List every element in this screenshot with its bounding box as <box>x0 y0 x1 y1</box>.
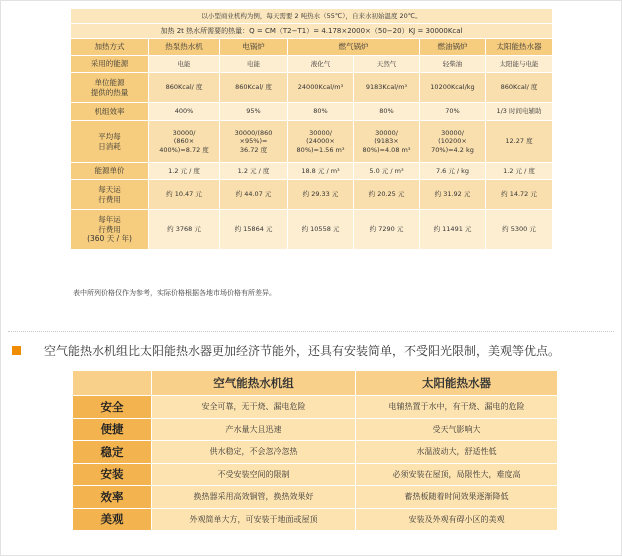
row-label: 平均每 日消耗 <box>71 121 149 163</box>
table-cell: 约 29.33 元 <box>288 180 354 210</box>
empty-corner <box>73 371 152 396</box>
table-cell: 30000/ (860× 400%)=8.72 度 <box>149 121 220 163</box>
table-cell: 95% <box>220 103 288 121</box>
table-cell: 约 11491 元 <box>420 210 486 250</box>
table-row <box>71 210 553 250</box>
method-header: 燃气锅炉 <box>288 39 420 56</box>
table-cell: 约 7290 元 <box>354 210 420 250</box>
table-cell: 约 31.92 元 <box>420 180 486 210</box>
price-note: 表中所列价格仅作为参考，实际价格根据各地市场价格有所差异。 <box>73 289 276 297</box>
table-cell: 860Kcal/ 度 <box>220 73 288 103</box>
table-row <box>73 486 558 509</box>
table-cell: 1.2 元 / 度 <box>220 163 288 180</box>
table-cell: 约 14.72 元 <box>486 180 553 210</box>
column-header: 空气能热水机组 <box>152 371 356 396</box>
table-cell: 12.27 度 <box>486 121 553 163</box>
table-cell: 约 5300 元 <box>486 210 553 250</box>
table-row <box>71 180 553 210</box>
air-source-cell: 供水稳定，不会忽冷忽热 <box>152 441 356 464</box>
solar-cell: 必须安装在屋顶，局限性大，难度高 <box>356 463 558 486</box>
table-cell: 约 15864 元 <box>220 210 288 250</box>
method-header: 电锅炉 <box>220 39 288 56</box>
table-cell: 30000/(860 ×95%)= 36.72 度 <box>220 121 288 163</box>
advantage-table <box>72 370 558 531</box>
table-row <box>71 121 553 163</box>
table-cell: 860Kcal/ 度 <box>486 73 553 103</box>
table-cell: 9183Kcal/m³ <box>354 73 420 103</box>
table-cell: 约 10558 元 <box>288 210 354 250</box>
method-header: 热泵热水机 <box>149 39 220 56</box>
table-row <box>73 463 558 486</box>
table-row <box>73 418 558 441</box>
table-cell: 30000/ (9183× 80%)=4.08 m³ <box>354 121 420 163</box>
row-label: 便捷 <box>73 418 152 441</box>
method-header: 太阳能热水器 <box>486 39 553 56</box>
table-cell: 860Kcal/ 度 <box>149 73 220 103</box>
table-cell: 约 3768 元 <box>149 210 220 250</box>
column-header: 太阳能热水器 <box>356 371 558 396</box>
table-cell: 天然气 <box>354 56 420 73</box>
air-source-cell: 不受安装空间的限制 <box>152 463 356 486</box>
table-cell: 1/3 时间电辅助 <box>486 103 553 121</box>
air-source-cell: 外观简单大方，可安装于地面或屋顶 <box>152 508 356 531</box>
table-cell: 7.6 元 / kg <box>420 163 486 180</box>
row-label: 效率 <box>73 486 152 509</box>
table-cell: 30000/ (24000× 80%)=1.56 m³ <box>288 121 354 163</box>
cost-comparison-table <box>70 8 553 250</box>
row-label: 每天运 行费用 <box>71 180 149 210</box>
table-cell: 约 44.07 元 <box>220 180 288 210</box>
row-label: 美观 <box>73 508 152 531</box>
table-cell: 80% <box>288 103 354 121</box>
table-cell: 轻柴油 <box>420 56 486 73</box>
table-row <box>71 73 553 103</box>
row-label: 每年运 行费用 (360 天 / 年) <box>71 210 149 250</box>
table-row <box>73 441 558 464</box>
table-cell: 10200Kcal/kg <box>420 73 486 103</box>
table-cell: 18.8 元 / m³ <box>288 163 354 180</box>
formula-row: 加热 2t 热水所需要的热量：Q = CM（T2−T1）= 4.178×2000×（50−20）KJ = 30000Kcal <box>71 24 553 39</box>
table-cell: 30000/ (10200× 70%)=4.2 kg <box>420 121 486 163</box>
table-cell: 1.2 元 / 度 <box>149 163 220 180</box>
table-cell: 24000Kcal/m³ <box>288 73 354 103</box>
air-source-cell: 安全可靠，无干烧、漏电危险 <box>152 396 356 419</box>
table-cell: 电能 <box>149 56 220 73</box>
section-heading: 空气能热水机组比太阳能热水器更加经济节能外，还具有安装简单，不受阳光限制，美观等优点。 <box>44 344 561 358</box>
row-label: 采用的能源 <box>71 56 149 73</box>
solar-cell: 蓄热板随着时间效果逐渐降低 <box>356 486 558 509</box>
table-row <box>71 103 553 121</box>
solar-cell: 水温波动大，舒适性低 <box>356 441 558 464</box>
table-row <box>71 163 553 180</box>
bullet-square-icon <box>12 346 21 355</box>
table-row <box>71 56 553 73</box>
table-cell: 约 10.47 元 <box>149 180 220 210</box>
table-cell: 液化气 <box>288 56 354 73</box>
solar-cell: 安装及外观有碍小区的美观 <box>356 508 558 531</box>
table-cell: 1.2 元 / 度 <box>486 163 553 180</box>
table-cell: 电能 <box>220 56 288 73</box>
row-label: 安全 <box>73 396 152 419</box>
intro-row: 以小型商业机构为例，每天需要 2 吨热水（55℃），自来水初始温度 20℃。 <box>71 9 553 24</box>
table-row <box>73 396 558 419</box>
solar-cell: 电辅热置于水中，有干烧、漏电的危险 <box>356 396 558 419</box>
method-header: 燃油锅炉 <box>420 39 486 56</box>
row-label: 能源单价 <box>71 163 149 180</box>
table-cell: 400% <box>149 103 220 121</box>
corner-header: 加热方式 <box>71 39 149 56</box>
row-label: 单位能源 提供的热量 <box>71 73 149 103</box>
solar-cell: 受天气影响大 <box>356 418 558 441</box>
table-cell: 70% <box>420 103 486 121</box>
air-source-cell: 换热器采用高效铜管，换热效果好 <box>152 486 356 509</box>
table-cell: 5.0 元 / m³ <box>354 163 420 180</box>
row-label: 安装 <box>73 463 152 486</box>
table-cell: 80% <box>354 103 420 121</box>
row-label: 稳定 <box>73 441 152 464</box>
table-cell: 约 20.25 元 <box>354 180 420 210</box>
air-source-cell: 产水量大且迅速 <box>152 418 356 441</box>
table-row <box>73 508 558 531</box>
dotted-divider <box>8 331 614 332</box>
table-cell: 太阳能与电能 <box>486 56 553 73</box>
row-label: 机组效率 <box>71 103 149 121</box>
